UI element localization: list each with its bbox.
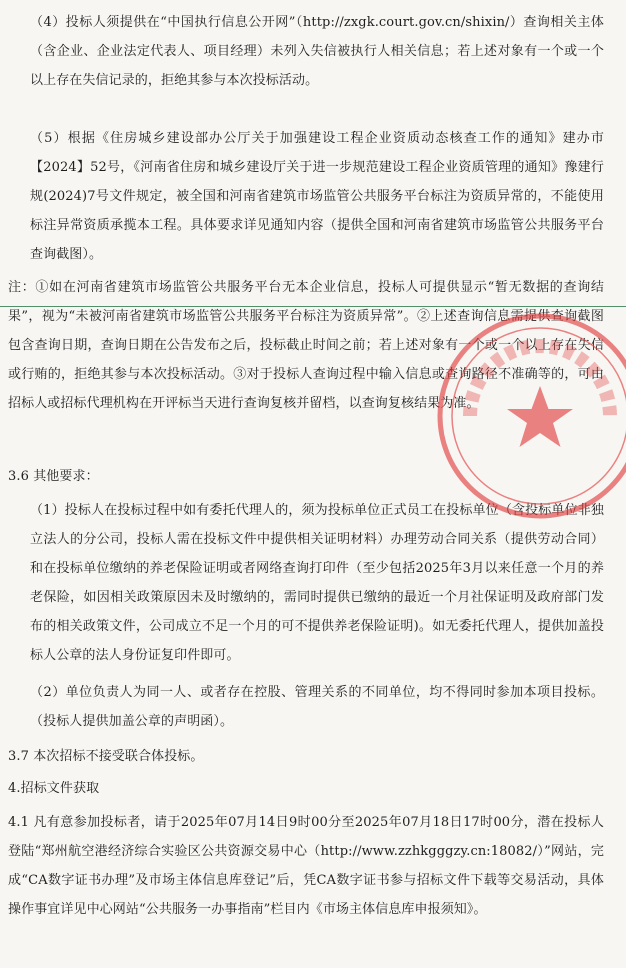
section-4-1-acquisition: 4.1 凡有意参加投标者，请于2025年07月14日9时00分至2025年07月18日17时00分，潜在投标人登陆“郑州航空港经济综合实验区公共资源交易中心（http://www.zzhkgggzy.cn:18082/）”网站，完成“CA数字证书办理”及市场主体信息库登记”后，凭CA数字证书参与招标文件下载等交易活动，具体操作事宜详见中心网站“公共服务一办事指南”栏目内《市场主体信息库申报须知》。 [8, 815, 604, 917]
section-4-heading: 4.招标文件获取 [8, 781, 100, 796]
note-paragraph: 注：①如在河南省建筑市场监管公共服务平台无本企业信息，投标人可提供显示“暂无数据的查询结果”，视为“未被河南省建筑市场监管公共服务平台标注为资质异常”。②上述查询信息需提供查询截图包含查询日期，查询日期在公告发布之后，投标截止时间之前；若上述对象有一个或一个以上存在失信或行贿的，拒绝其参与本次投标活动。③对于投标人查询过程中输入信息或查询路径不准确等的，可由招标人或招标代理机构在开评标当天进行查询复核并留档，以查询复核结果为准。 [8, 280, 604, 411]
clause-5-qualification-check: （5）根据《住房城乡建设部办公厅关于加强建设工程企业资质动态核查工作的通知》建办市【2024】52号，《河南省住房和城乡建设厅关于进一步规范建设工程企业资质管理的通知》豫建行规(2024)7号文件规定，被全国和河南省建筑市场监管公共服务平台标注为资质异常的，不能使用标注异常资质承揽本工程。具体要求详见通知内容（提供全国和河南省建筑市场监管公共服务平台查询截图）。 [30, 131, 604, 262]
requirement-2-affiliation: （2）单位负责人为同一人、或者存在控股、管理关系的不同单位，均不得同时参加本项目投标。（投标人提供加盖公章的声明函）。 [30, 685, 604, 729]
red-seal-stamp [430, 306, 626, 526]
requirement-1-agent: （1）投标人在投标过程中如有委托代理人的，须为投标单位正式员工在投标单位（含投标单位非独立法人的分公司，投标人需在投标文件中提供相关证明材料）办理劳动合同关系（提供劳动合同）和在投标单位缴纳的养老保险证明或者网络查询打印件（至少包括2025年3月以来任意一个月的养老保险，如因相关政策原因未及时缴纳的，需同时提供已缴纳的最近一个月社保证明及政府部门发布的相关政策文件，公司成立不足一个月的可不提供养老保险证明)。如无委托代理人，提供加盖投标人公章的法人身份证复印件即可。 [30, 503, 604, 663]
section-3-6-heading: 3.6 其他要求： [8, 469, 99, 484]
clause-4-dishonest-check: （4）投标人须提供在“中国执行信息公开网”（http://zxgk.court.gov.cn/shixin/）查询相关主体（含企业、企业法定代表人、项目经理）未列入失信被执行人相关信息；若上述对象有一个或一个以上存在失信记录的，拒绝其参与本次投标活动。 [30, 15, 604, 88]
star-icon [507, 386, 573, 447]
section-3-7-no-consortium: 3.7 本次招标不接受联合体投标。 [8, 749, 204, 764]
